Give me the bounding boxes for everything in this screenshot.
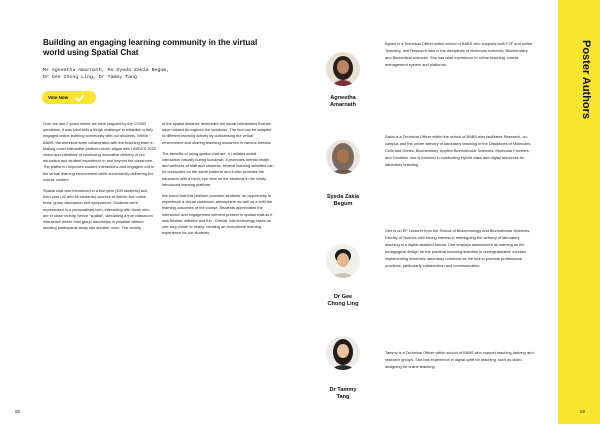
author-name-agneetha: Agneetha Amarnath xyxy=(329,95,357,109)
author-name-gee: Dr Gee Chong Ling xyxy=(327,294,359,308)
author-bio-agneetha: Agnee is a Technical Officer within school of BABS who supports both F2F and online Teaching, and Research labs in the disciplines of Molecular sciences, Biochemistry and Biomedical sciences. She has wide experience in online teaching, course management system and platforms. xyxy=(385,41,533,67)
page-number-left: 68 xyxy=(15,409,21,414)
author-photo-syeda xyxy=(326,140,360,174)
vote-now-label: Vote Now xyxy=(48,95,69,100)
author-name-tammy: Dr Tammy Tang xyxy=(329,387,357,401)
body-column-2 xyxy=(162,121,275,241)
poster-title: Building an engaging learning community in the virtual world using Spatial Chat xyxy=(43,38,258,57)
body-paragraph: The benefits of using spatial chat are, it i mitates social interaction virtually during lockdown, it promotes mental health and wellness of staff and students, several learning activities can be conducted on the same platform and it also provides the educators with a bird's eye view on the students in the newly introduced learning platform. xyxy=(162,150,274,187)
body-paragraph: Over the last 2 years where we were plagued by the COVID pandemic, it was (and still) a tough challenge to establish a truly engaged online learning community with our students. Within BABS, the technical team collaborated with the teaching team in trialling novel interactive platform which aligns with UNSW'S 2025 vision and initiatives of continuing innovative delivery of our education and student experience in and beyond the classroom. The platform i improves student interactions and engagem ent in the virtual learning environment while successfully delivering the course content. xyxy=(43,121,156,182)
portrait-icon xyxy=(326,52,360,86)
body-paragraph: Spatial chat was introduced in a first year (300 students) and third year (42 and 65 students) courses to deliver live online trivia, group discussion and symposium. Students were represented in a personalised icon, interacting with those who are in close vicinity, hence "spatial", simulating a true classroom interactive where mini group discussion is possible without sending participants away into another room. The vicinity xyxy=(43,188,153,231)
body-column-1 xyxy=(43,121,156,236)
portrait-icon xyxy=(326,244,360,278)
sidebar-title: Poster Authors xyxy=(580,40,592,120)
author-line-1: Ms Agneetha Amarnath, Ms Syeda Zakia Begum, xyxy=(43,68,170,73)
author-list xyxy=(43,67,273,81)
body-paragraph: We found that this platform provided students' an opportunity to experience a virtual classroom atmosphere as well as a fulfil the learning outcomes of the course. Students appreciated the interaction and engagement element present in spatial chat as it was flexible, efficient and fun . Overall, this technology takes us one step closer to reality, creating an exceptional learning experience for our students. xyxy=(162,193,273,236)
author-bio-gee: Gee is an EF Lecturer from the School of Biotechnology and Biomolecular Sciences, Faculty of Science with strong interest in redesigning the delivery of laboratory teaching in a digital assisted format. Gee employs assessment as learning as the pedagogical design for the practical teaching activities in undergraduates' courses, implementing electronic laboratory notebook as the tool to promote professional practices, particularly collaboration and communication. xyxy=(385,228,531,268)
portrait-icon xyxy=(326,140,360,174)
page-number-right: 69 xyxy=(580,409,586,414)
author-bio-syeda: Zakia is a Technical Officer within the school of BABS who facilitates Research, on-campus and the online delivery of laboratory teaching in the Disciplines of Molecules, Cells and Genes, Biochemistry, Applied Biomolecular Sciences, Molecular Frontiers, and Genetics. she is involved in conducting Hybrid class and digital resources for laboratory teaching. xyxy=(385,134,532,167)
author-photo-tammy xyxy=(326,336,360,370)
author-bio-tammy: Tammy is a Technical Officer within school of BABS who support teaching delivery and research groups. She has experience in digital uplift for teaching, such as video designing for online teaching. xyxy=(385,350,534,369)
author-name-syeda: Syeda Zakia Begum xyxy=(326,194,360,208)
checkmark-icon xyxy=(75,93,85,103)
body-paragraph: of the spatial distance resembles the social interactions that we have missed throughout the lockdown. The tool can be adapted to different learning activity by customising the virtual environment and sharing teaching resources in various formats. xyxy=(162,121,272,145)
author-photo-gee xyxy=(326,244,360,278)
author-line-2: Dr Gee Chong Ling, Dr Tammy Tang xyxy=(43,75,137,80)
sidebar-title-wrap xyxy=(564,40,594,240)
authors-sidebar xyxy=(558,0,600,424)
portrait-icon xyxy=(326,336,360,370)
author-photo-agneetha xyxy=(326,52,360,86)
vote-now-button[interactable] xyxy=(42,91,96,104)
